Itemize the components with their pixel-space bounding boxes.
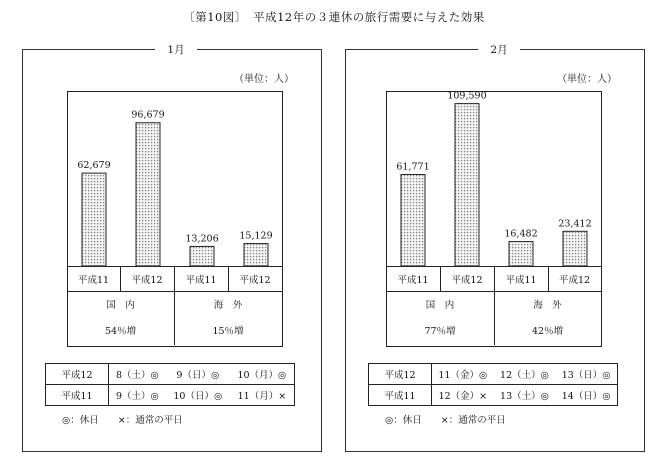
group-label-domestic: 国 内 (425, 300, 455, 311)
bar-label: 平成11 (185, 274, 217, 286)
holiday-table (368, 363, 618, 406)
day-cell: 10（月）◎ (230, 364, 295, 385)
bar (244, 244, 268, 266)
change-label-domestic: 77％増 (424, 326, 456, 337)
day-cell: 10（日）◎ (166, 385, 230, 406)
day-cell: 9（日）◎ (166, 364, 230, 385)
table-row (369, 385, 618, 406)
data-label: 16,482 (504, 228, 538, 240)
row-header: 平成12 (46, 364, 109, 385)
day-cell: 13（日）◎ (555, 364, 617, 385)
bar (563, 231, 587, 266)
day-cell: 13（土）◎ (494, 385, 556, 406)
data-label: 62,679 (77, 160, 111, 172)
figure-title: 〔第10図〕 平成12年の３連休の旅行需要に与えた効果 (183, 10, 485, 24)
day-cell: 11（月）× (230, 385, 295, 406)
bar-chart-february (386, 91, 602, 267)
group-label-overseas: 海 外 (213, 300, 243, 311)
bar (455, 104, 479, 266)
day-cell: 12（土）◎ (494, 364, 556, 385)
bar-chart-january (67, 91, 283, 267)
row-header: 平成11 (369, 385, 432, 406)
bar-label: 平成12 (451, 274, 483, 286)
unit-label: （単位：人） (234, 74, 294, 85)
panel-month-label: 2月 (478, 42, 520, 57)
day-cell: 8（土）◎ (109, 364, 166, 385)
row-header: 平成12 (369, 364, 432, 385)
unit-label: （単位：人） (557, 74, 617, 85)
table-row (369, 364, 618, 385)
panel-month-label: 1月 (155, 42, 197, 57)
data-label: 96,679 (131, 109, 165, 121)
table-row (46, 364, 295, 385)
data-label: 109,590 (447, 91, 487, 102)
holiday-table (45, 363, 295, 406)
bar-label: 平成12 (558, 274, 591, 286)
table-row (46, 385, 295, 406)
data-label: 13,206 (185, 233, 219, 245)
data-label: 15,129 (239, 230, 273, 242)
divider (67, 291, 283, 292)
bar-label: 平成12 (131, 274, 163, 286)
data-label: 61,771 (396, 161, 430, 173)
bar (509, 242, 533, 266)
legend: ◎：休日 ×：通常の平日 (385, 415, 506, 426)
day-cell: 12（金）× (432, 385, 494, 406)
change-label-overseas: 15％増 (212, 326, 244, 337)
data-label: 23,412 (558, 218, 592, 230)
bar-label: 平成11 (505, 274, 537, 286)
change-label-overseas: 42％増 (531, 326, 564, 337)
legend: ◎：休日 ×：通常の平日 (62, 415, 183, 426)
day-cell: 11（金）◎ (432, 364, 494, 385)
row-header: 平成11 (46, 385, 109, 406)
bar (82, 173, 106, 266)
bar-label: 平成11 (397, 274, 429, 286)
group-label-overseas: 海 外 (533, 300, 562, 311)
day-cell: 14（日）◎ (555, 385, 617, 406)
group-label-domestic: 国 内 (106, 300, 135, 311)
bar (190, 246, 214, 266)
bar (401, 174, 425, 266)
change-label-domestic: 54％増 (104, 326, 137, 337)
bar-label: 平成11 (77, 274, 110, 286)
day-cell: 9（土）◎ (109, 385, 166, 406)
bar-label: 平成12 (239, 274, 271, 286)
bar (136, 123, 160, 266)
